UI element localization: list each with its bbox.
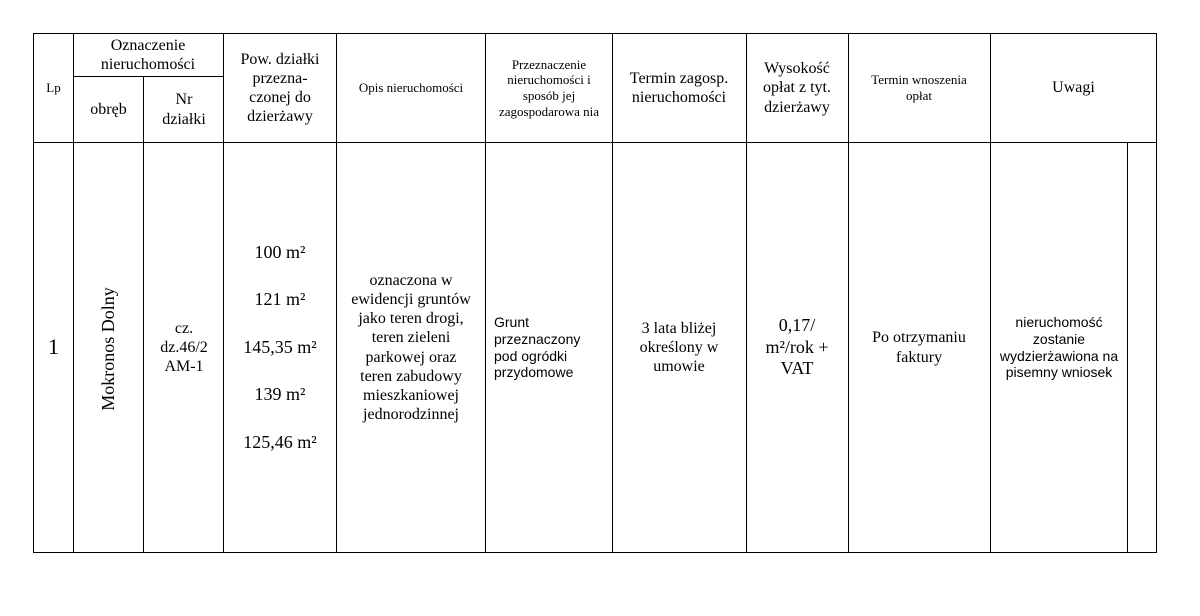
- area-value: 121 m²: [254, 289, 306, 310]
- row-uwagi: nieruchomość zostanie wydzierżawiona na pisemny wniosek: [999, 313, 1119, 381]
- header-opis: Opis nieruchomości: [358, 80, 464, 96]
- col-divider-6: [612, 33, 613, 553]
- header-pow-dzialki: Pow. działki przezna-czonej do dzierżawy: [240, 50, 320, 126]
- row-obreb-cell: [74, 143, 143, 552]
- col-divider-5: [485, 33, 486, 553]
- row-termin-zagosp: 3 lata bliżej określony w umowie: [639, 319, 719, 376]
- col-divider-2: [143, 77, 144, 553]
- row-nr-dzialki: cz. dz.46/2 AM-1: [160, 319, 208, 376]
- area-value: 100 m²: [254, 241, 306, 262]
- row-przeznaczenie: Grunt przeznaczony pod ogródki przydomowe: [494, 313, 581, 381]
- header-przeznaczenie: Przeznaczenie nieruchomości i sposób jej zagospodarowa nia: [499, 56, 599, 119]
- header-obreb: obręb: [90, 100, 127, 118]
- row-opis: oznaczona w ewidencji gruntów jako teren drogi, teren zieleni parkowej oraz teren zabudowy mieszkaniowej jednorodzinnej: [351, 271, 471, 424]
- col-divider-7: [746, 33, 747, 553]
- header-lp: Lp: [46, 80, 61, 96]
- uwagi-inner-divider: [1127, 142, 1128, 553]
- header-oznaczenie: Oznaczenie nieruchomości: [100, 36, 196, 73]
- header-wysokosc-oplat: Wysokość opłat z tyt. dzierżawy: [763, 60, 831, 116]
- header-nr-dzialki: Nr działki: [162, 91, 206, 128]
- table-border-right: [1156, 33, 1157, 553]
- row-lp: 1: [48, 334, 59, 360]
- area-value: 125,46 m²: [243, 431, 317, 452]
- header-termin-wnoszenia: Termin wnoszenia opłat: [871, 72, 967, 103]
- col-divider-4: [336, 33, 337, 553]
- table-border-bottom: [33, 552, 1157, 553]
- row-wysokosc-oplat: 0,17/ m²/rok + VAT: [765, 315, 829, 379]
- header-uwagi: Uwagi: [1052, 79, 1095, 97]
- row-obreb: Mokronos Dolny: [97, 287, 118, 411]
- header-termin-zagosp: Termin zagosp. nieruchomości: [629, 69, 729, 106]
- row-termin-wnoszenia: Po otrzymaniu faktury: [872, 329, 966, 366]
- col-divider-8: [848, 33, 849, 553]
- area-value: 145,35 m²: [243, 336, 317, 357]
- area-value: 139 m²: [254, 384, 306, 405]
- row-areas: [224, 143, 336, 552]
